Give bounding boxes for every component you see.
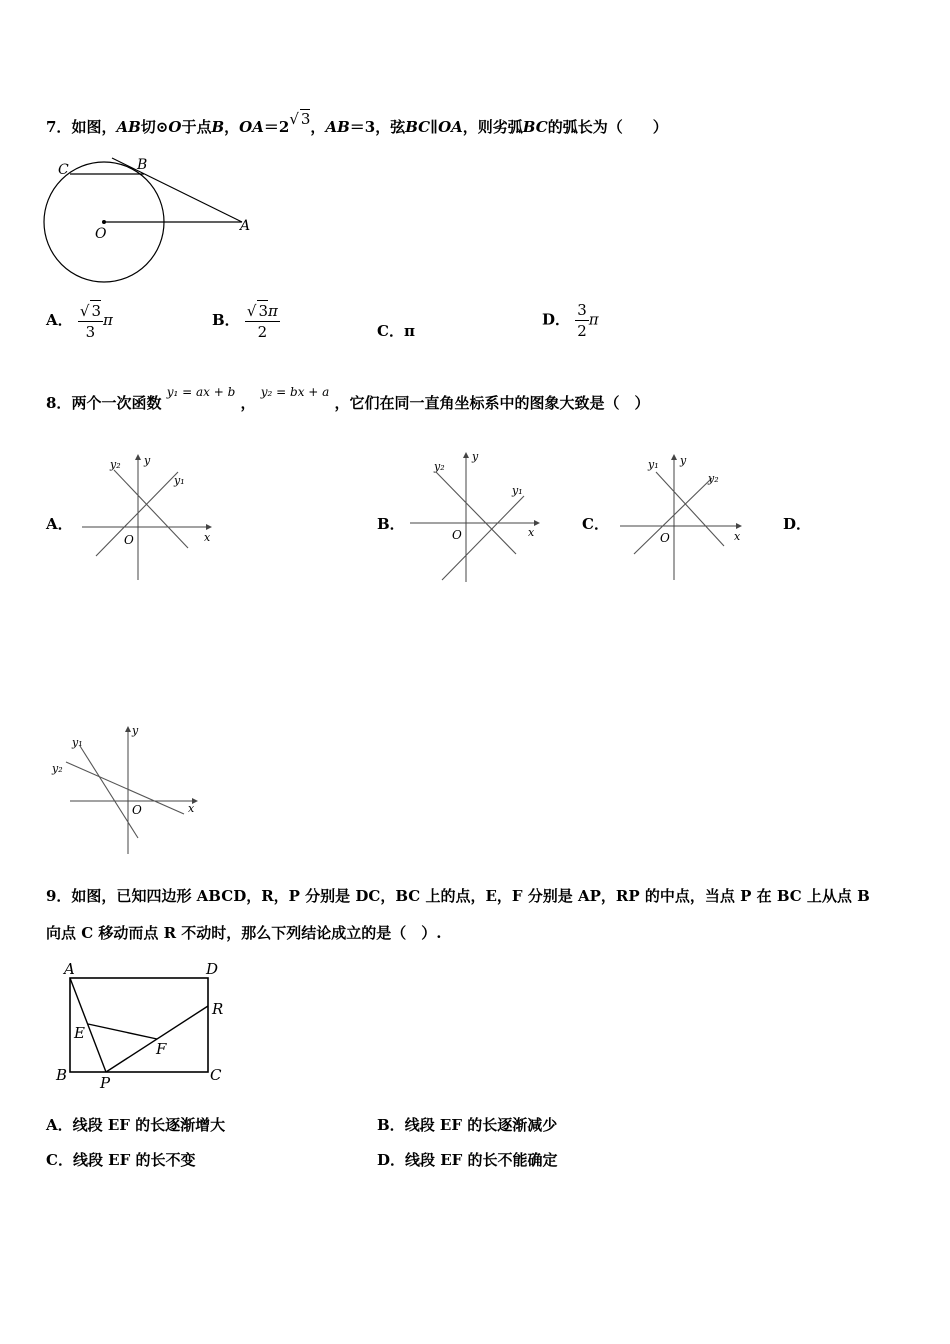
svg-text:O: O: [660, 531, 670, 545]
q9-option-b[interactable]: B．线段 EF 的长逐渐减少: [377, 1116, 558, 1134]
svg-text:y₁: y₁: [512, 484, 523, 497]
svg-text:y: y: [680, 454, 687, 467]
q9-stem-line1: 9．如图，已知四边形 ABCD，R，P 分别是 DC，BC 上的点，E，F 分别是 AP，RP 的中点，当点 P 在 BC 上从点 B: [46, 887, 870, 905]
center-point: [102, 220, 106, 224]
svg-text:O: O: [124, 533, 134, 547]
svg-text:x: x: [528, 526, 535, 539]
q8-graph-c: [616, 450, 761, 585]
q8-option-d-label[interactable]: D．: [783, 515, 812, 533]
svg-text:y₁: y₁: [648, 458, 659, 471]
func-y2: y₂ = bx + a: [260, 385, 330, 399]
svg-text:O: O: [132, 803, 142, 817]
q7-circle-figure: [40, 150, 270, 290]
q7-option-a[interactable]: A． $\frac{√ 3}{3}$ π: [46, 302, 113, 341]
svg-text:y₂: y₂: [110, 458, 121, 471]
q8-graph-a: [76, 450, 221, 585]
q7-option-d[interactable]: D． $\frac{3}{2}$ π: [542, 301, 599, 340]
q9-option-c[interactable]: C．线段 EF 的长不变: [46, 1151, 196, 1169]
q9-quadrilateral-figure: [50, 956, 240, 1092]
svg-text:x: x: [204, 531, 211, 544]
svg-text:B: B: [56, 1066, 68, 1084]
svg-text:P: P: [100, 1074, 111, 1092]
svg-text:y₂: y₂: [708, 472, 719, 485]
svg-text:R: R: [212, 1000, 224, 1018]
tangent-ab: [112, 158, 242, 222]
q8-stem: 8．两个一次函数 $^{y_1 = ax + b}$ ， $^{y_2 = bx + a}$ ，它们在同一直角坐标系中的图象大致是（ ）: [46, 385, 650, 412]
label-c: C: [58, 162, 69, 178]
q8-graph-b: [406, 450, 551, 585]
svg-text:y: y: [144, 454, 151, 467]
svg-text:A: A: [64, 960, 75, 978]
frac-d: $\frac{3}{2}$: [577, 301, 587, 340]
svg-text:y: y: [472, 450, 479, 463]
svg-text:E: E: [74, 1024, 85, 1042]
q7-option-c[interactable]: C．π: [377, 322, 415, 340]
q8-graph-d: [46, 720, 206, 860]
func-y1: y₁ = ax + b: [166, 385, 236, 399]
line-y2: [436, 472, 516, 554]
svg-text:F: F: [156, 1040, 167, 1058]
svg-text:y₂: y₂: [434, 460, 445, 473]
label-b: B: [137, 157, 148, 173]
q8-option-b-label[interactable]: B．: [377, 515, 405, 533]
q8-option-a-label[interactable]: A．: [46, 515, 73, 533]
line-y2: [66, 762, 184, 814]
segment-ef: [88, 1024, 157, 1039]
frac-b: $\frac{√ 3\pi}{2}$: [246, 302, 278, 341]
svg-text:x: x: [188, 802, 195, 815]
q8-option-c-label[interactable]: C．: [582, 515, 609, 533]
svg-text:C: C: [210, 1066, 222, 1084]
svg-text:y₁: y₁: [72, 736, 83, 749]
line-y1: [96, 472, 178, 556]
svg-text:y₂: y₂: [52, 762, 63, 775]
q9-option-a[interactable]: A．线段 EF 的长逐渐增大: [46, 1116, 226, 1134]
q7-stem: 7．如图，AB切⊙O于点B，OA＝2√ 3，AB＝3，弦BC∥OA，则劣弧BC的弧长为（ ）: [46, 110, 668, 136]
svg-text:x: x: [734, 530, 741, 543]
svg-text:y: y: [132, 724, 139, 737]
label-o: O: [95, 226, 107, 242]
q9-option-d[interactable]: D．线段 EF 的长不能确定: [377, 1151, 558, 1169]
q9-stem-line2: 向点 C 移动而点 R 不动时，那么下列结论成立的是（ ）.: [46, 924, 442, 942]
line-y2: [634, 478, 712, 554]
label-a: A: [240, 218, 251, 234]
q7-option-b[interactable]: B． $\frac{√ 3\pi}{2}$: [212, 302, 278, 341]
line-y1: [80, 746, 138, 838]
frac-a: $\frac{√ 3}{3}$: [79, 302, 101, 341]
svg-text:y₁: y₁: [174, 474, 185, 487]
svg-text:D: D: [206, 960, 219, 978]
svg-text:O: O: [452, 528, 462, 542]
